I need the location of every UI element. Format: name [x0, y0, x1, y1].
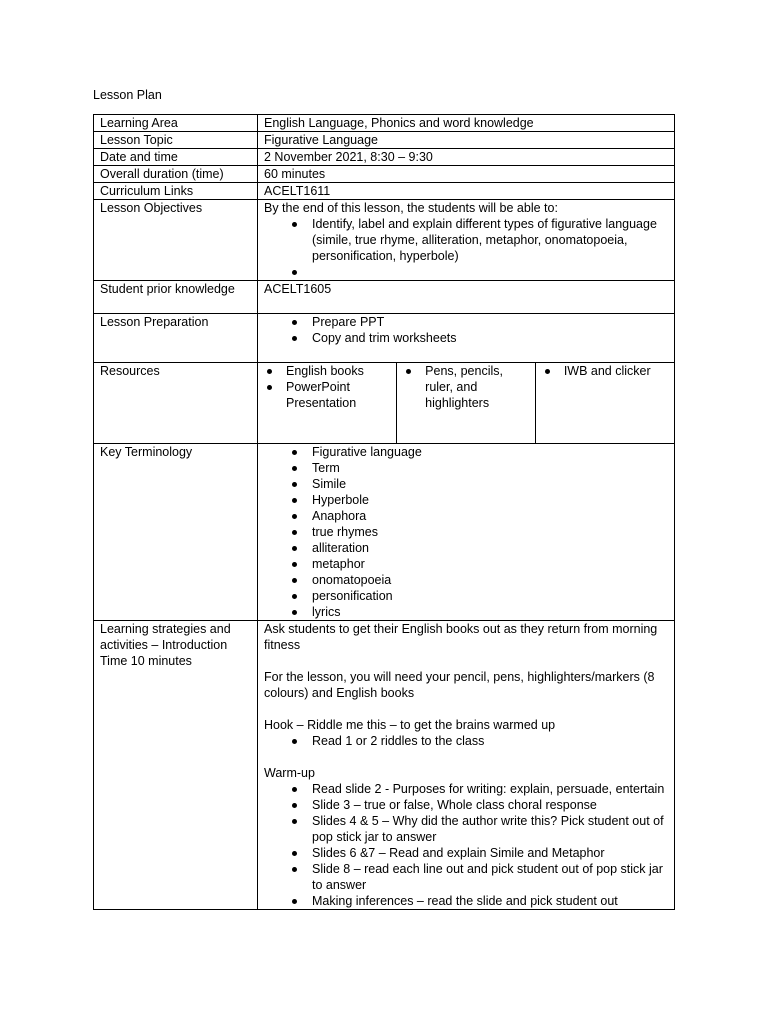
objectives-intro: By the end of this lesson, the students will be able to:: [264, 201, 558, 215]
resource-item: Pens, pencils, ruler, and highlighters: [397, 363, 531, 411]
value-terminology: [258, 444, 675, 621]
preparation-item: Copy and trim worksheets: [264, 330, 668, 346]
label-curriculum: Curriculum Links: [94, 183, 258, 200]
resource-item: PowerPoint Presentation: [258, 379, 392, 411]
terminology-item: true rhymes: [264, 524, 668, 540]
label-prior-knowledge: Student prior knowledge: [94, 281, 258, 314]
terminology-item: metaphor: [264, 556, 668, 572]
label-terminology: Key Terminology: [94, 444, 258, 621]
value-learning-area: English Language, Phonics and word knowledge: [258, 115, 675, 132]
label-resources: Resources: [94, 363, 258, 444]
label-preparation: Lesson Preparation: [94, 314, 258, 363]
resources-col-1: [258, 363, 397, 443]
warmup-item: Slide 8 – read each line out and pick student out of pop stick jar to answer: [264, 861, 668, 893]
objective-item: [264, 264, 668, 280]
row-duration: [94, 166, 675, 183]
terminology-item: onomatopoeia: [264, 572, 668, 588]
warmup-item: Making inferences – read the slide and pick student out: [264, 893, 668, 909]
value-lesson-topic: Figurative Language: [258, 132, 675, 149]
terminology-item: Anaphora: [264, 508, 668, 524]
resources-grid: [258, 363, 674, 443]
activities-warmup: Warm-up: [264, 766, 315, 780]
hook-item: Read 1 or 2 riddles to the class: [264, 733, 668, 749]
row-lesson-topic: [94, 132, 675, 149]
warmup-item: Slides 4 & 5 – Why did the author write this? Pick student out of pop stick jar to answer: [264, 813, 668, 845]
label-objectives: Lesson Objectives: [94, 200, 258, 281]
objectives-list: [264, 216, 668, 280]
label-date-time: Date and time: [94, 149, 258, 166]
activities-paragraph-2: For the lesson, you will need your pencil, pens, highlighters/markers (8 colours) and English books: [264, 670, 655, 700]
warmup-item: Slides 6 &7 – Read and explain Simile and Metaphor: [264, 845, 668, 861]
value-resources: [258, 363, 675, 444]
terminology-item: Hyperbole: [264, 492, 668, 508]
value-curriculum: ACELT1611: [258, 183, 675, 200]
label-activities: Learning strategies and activities – Introduction Time 10 minutes: [94, 621, 258, 910]
value-prior-knowledge: ACELT1605: [258, 281, 675, 314]
hook-list: [264, 733, 668, 749]
warmup-list: [264, 781, 668, 909]
terminology-item: alliteration: [264, 540, 668, 556]
activities-paragraph-1: Ask students to get their English books out as they return from morning fitness: [264, 622, 658, 652]
preparation-list: [264, 314, 668, 346]
lesson-plan-table: [93, 114, 675, 910]
terminology-item: personification: [264, 588, 668, 604]
terminology-item: lyrics: [264, 604, 668, 620]
row-curriculum: [94, 183, 675, 200]
row-prior-knowledge: [94, 281, 675, 314]
preparation-item: Prepare PPT: [264, 314, 668, 330]
value-preparation: [258, 314, 675, 363]
row-learning-area: [94, 115, 675, 132]
value-date-time: 2 November 2021, 8:30 – 9:30: [258, 149, 675, 166]
row-objectives: [94, 200, 675, 281]
label-lesson-topic: Lesson Topic: [94, 132, 258, 149]
label-learning-area: Learning Area: [94, 115, 258, 132]
objective-item: Identify, label and explain different types of figurative language (simile, true rhyme, alliteration, metaphor, onomatopoeia, personification, hyperbole): [264, 216, 668, 264]
row-resources: [94, 363, 675, 444]
label-duration: Overall duration (time): [94, 166, 258, 183]
terminology-item: Figurative language: [264, 444, 668, 460]
row-preparation: [94, 314, 675, 363]
value-duration: 60 minutes: [258, 166, 675, 183]
terminology-list: [264, 444, 668, 620]
resource-item: English books: [258, 363, 392, 379]
warmup-item: Read slide 2 - Purposes for writing: explain, persuade, entertain: [264, 781, 668, 797]
document-title: Lesson Plan: [93, 88, 162, 102]
resource-item: IWB and clicker: [536, 363, 670, 379]
row-date-time: [94, 149, 675, 166]
value-objectives: [258, 200, 675, 281]
resources-col-3: [535, 363, 674, 443]
row-terminology: [94, 444, 675, 621]
value-activities: [258, 621, 675, 910]
terminology-item: Simile: [264, 476, 668, 492]
terminology-item: Term: [264, 460, 668, 476]
warmup-item: Slide 3 – true or false, Whole class choral response: [264, 797, 668, 813]
activities-hook: Hook – Riddle me this – to get the brains warmed up: [264, 718, 556, 732]
row-activities: [94, 621, 675, 910]
resources-col-2: [397, 363, 536, 443]
